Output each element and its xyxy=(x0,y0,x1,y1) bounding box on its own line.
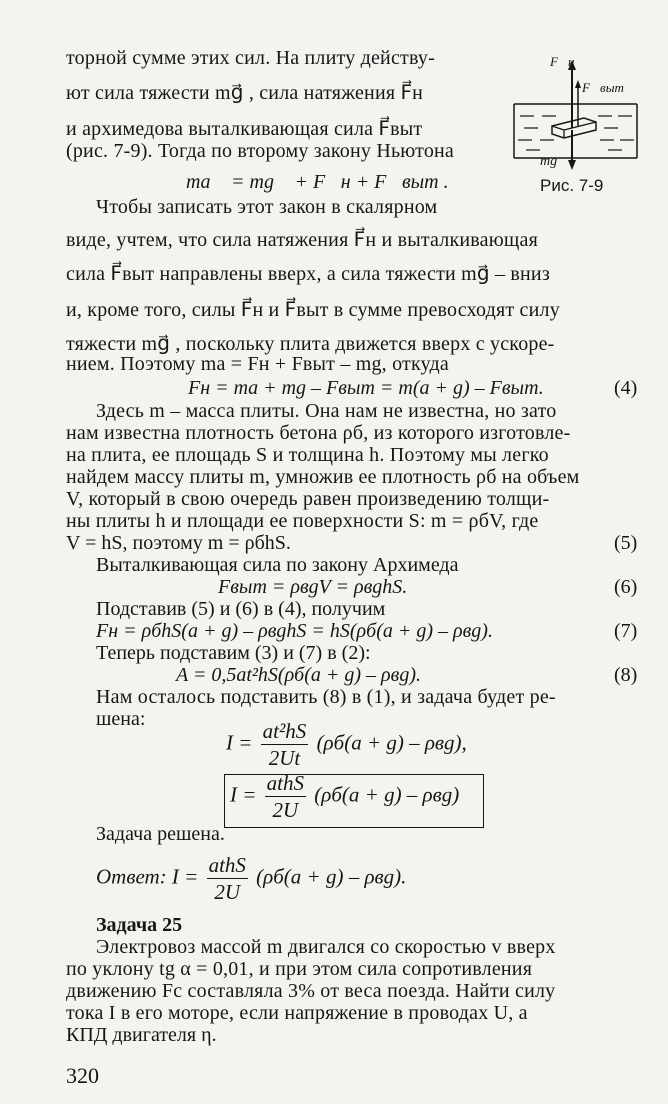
text-line: Чтобы записать этот закон в скалярном xyxy=(96,196,438,218)
formula-rhs: (ρб(a + g) – ρвg) xyxy=(314,782,460,807)
text-line: КПД двигателя η. xyxy=(66,1024,217,1046)
fraction-numerator: athS xyxy=(208,853,246,877)
text-line: шена: xyxy=(96,708,146,730)
equation-line: A = 0,5at²hS(ρб(a + g) – ρвg). xyxy=(176,664,421,686)
formula-lhs: I = xyxy=(226,730,253,755)
text-line: торной сумме этих сил. На плиту действу- xyxy=(66,47,435,69)
equation-line: Fн = ρбhS(a + g) – ρвghS = hS(ρб(a + g) – ρвg). xyxy=(96,620,493,642)
text-line: Электровоз массой m двигался со скоростью v вверх xyxy=(96,936,556,958)
text-line: Выталкивающая сила по закону Архимеда xyxy=(96,554,459,576)
text-line: Задача решена. xyxy=(96,823,225,845)
fraction xyxy=(265,770,306,823)
figure-caption: Рис. 7-9 xyxy=(540,176,604,195)
text-line: тяжести mg⃗ , поскольку плита движется вверх с ускоре- xyxy=(66,333,555,355)
buoyancy-force-label: F⃗выт xyxy=(582,80,624,95)
text-line: Подставив (5) и (6) в (4), получим xyxy=(96,598,386,620)
answer-formula xyxy=(96,852,406,905)
text-line: V, который в свою очередь равен произведению толщи- xyxy=(66,488,550,510)
problem-heading: Задача 25 xyxy=(96,914,183,936)
formula-rhs: (ρб(a + g) – ρвg). xyxy=(256,864,407,889)
formula-rhs: (ρб(a + g) – ρвg), xyxy=(316,730,467,755)
equation-number: (7) xyxy=(614,620,638,642)
equation-number: (8) xyxy=(614,664,638,686)
formula-lhs: I = xyxy=(171,864,199,889)
equation-line: Fн = ma + mg – Fвыт = m(a + g) – Fвыт. xyxy=(188,377,544,399)
text-line: сила F⃗выт направлены вверх, а сила тяжести mg⃗ – вниз xyxy=(66,263,550,285)
text-line: V = hS, поэтому m = ρбhS. xyxy=(66,532,291,554)
text-line: движению Fс составляла 3% от веса поезда. Найти силу xyxy=(66,980,556,1002)
text-line: виде, учтем, что сила натяжения F⃗н и выталкивающая xyxy=(66,229,538,251)
boxed-result-formula xyxy=(230,770,459,823)
fraction-denominator: 2U xyxy=(214,880,241,904)
text-line: нием. Поэтому ma = Fн + Fвыт – mg, откуда xyxy=(66,353,449,375)
fraction xyxy=(207,852,248,905)
equation-number: (5) xyxy=(614,532,638,554)
tension-force-label: F⃗н xyxy=(550,54,575,69)
equation-number: (4) xyxy=(614,377,638,399)
answer-label: Ответ: xyxy=(96,864,167,889)
text-line: и архимедова выталкивающая сила F⃗выт xyxy=(66,118,423,140)
gravity-force-label: mg⃗ xyxy=(540,154,568,169)
equation-line: Fвыт = ρвgV = ρвghS. xyxy=(218,576,408,598)
fraction-denominator: 2Ut xyxy=(268,746,301,770)
text-line: ют сила тяжести mg⃗ , сила натяжения F⃗н xyxy=(66,82,424,104)
text-line: Теперь подставим (3) и (7) в (2): xyxy=(96,642,371,664)
equation-line: ma⃗ = mg⃗ + F⃗н + F⃗выт . xyxy=(186,171,449,193)
text-line: Здесь m – масса плиты. Она нам не известна, но зато xyxy=(96,400,557,422)
text-line: Нам осталось подставить (8) в (1), и задача будет ре- xyxy=(96,686,556,708)
fraction-denominator: 2U xyxy=(272,798,299,822)
text-line: найдем массу плиты m, умножив ее плотность ρб на объем xyxy=(66,466,580,488)
formula-lhs: I = xyxy=(230,782,257,807)
equation-number: (6) xyxy=(614,576,638,598)
text-line: и, кроме того, силы F⃗н и F⃗выт в сумме превосходят силу xyxy=(66,299,560,321)
current-formula xyxy=(226,718,467,771)
plate-in-water-diagram xyxy=(512,46,642,176)
text-line: тока I в его моторе, если напряжение в проводах U, а xyxy=(66,1002,528,1024)
figure-7-9 xyxy=(512,46,642,176)
fraction-numerator: athS xyxy=(266,771,305,795)
fraction xyxy=(261,718,309,771)
text-line: нам известна плотность бетона ρб, из которого изготовле- xyxy=(66,422,571,444)
text-line: по уклону tg α = 0,01, и при этом сила сопротивления xyxy=(66,958,533,980)
fraction-numerator: at²hS xyxy=(262,719,307,743)
page-number: 320 xyxy=(66,1063,99,1088)
text-line: ны плиты h и площади ее поверхности S: m = ρбV, где xyxy=(66,510,539,532)
text-line: (рис. 7-9). Тогда по второму закону Ньютона xyxy=(66,140,455,162)
text-line: на плита, ее площадь S и толщина h. Поэтому мы легко xyxy=(66,444,549,466)
